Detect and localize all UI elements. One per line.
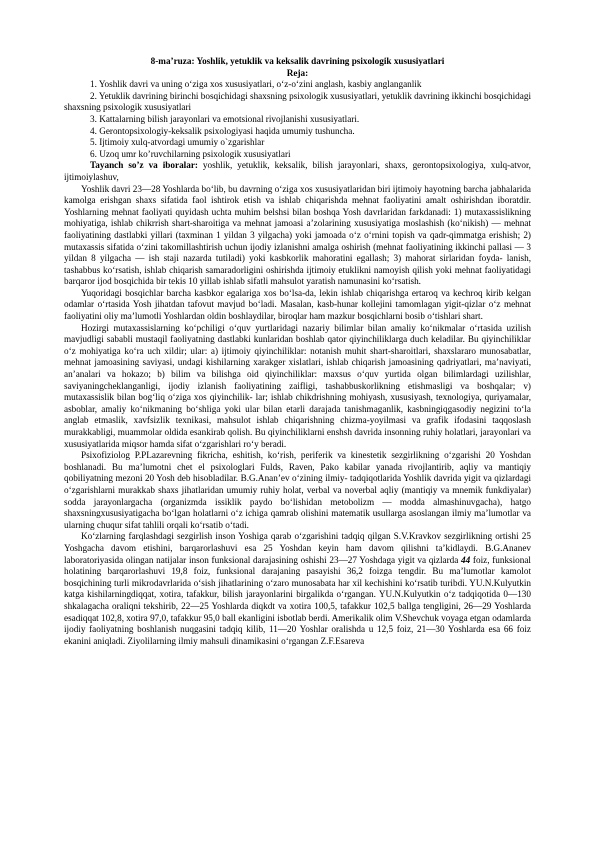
plan-item: 5. Ijtimoiy xulq-atvordagi umumiy o`zgarishlar <box>90 137 265 148</box>
body-paragraph <box>64 531 531 647</box>
keywords-paragraph <box>64 160 531 183</box>
plan-heading: Reja: <box>286 67 309 78</box>
body-paragraph: Yuqoridagi bosqichlar barcha kasbkor egalariga xos bo‘lsa-da, lekin ishlab chiqarishga ertaroq va kechroq kirib kelgan odamlar o‘rtasida Yosh jihatdan tafovut mavjud bo‘ladi. Masalan, kasb-hunar kollejini tamomlagan yigit-qizlar o‘z mehnat faoliyatini oliy ma’lumotli Yoshlardan oldin boshlaydilar, biroqlar ham mazkur bosqichlarni bosib o‘tishlari shart. <box>64 287 531 322</box>
keywords-text: yoshlik, yetuklik, keksalik, bilish jarayonlari, shaxs, gerontopsixologiya, xulq-atvor, ijtimoiylashuv, <box>64 160 531 182</box>
keywords-label: Tayanch so’z va iboralar: <box>90 160 198 171</box>
body-paragraph: Yoshlik davri 23—28 Yoshlarda bo‘lib, bu davrning o‘ziga xos xususiyatlaridan biri ijtimoiy hayotning barcha jabhalarida kamolga erishgan shaxs sifatida faol ishtirok etish va ishlab chiqarishda mehnat faoliyatini amalt oshirishdan iboratdir. Yoshlarning mehnat faoliyati quyidash uchta muhim belshsi bilan boshqa Yosh davrlaridan farkdanadi: 1) mutaxassislikning mohiyatiga, ishlab chikrrish shart-sharoitiga va mehnat jamoasi a’zolarining xususiyatiga moslashish (ko‘nikish) — mehnat faoliyatining dastlabki yillari (taxminan 1 yildan 3 yilgacha) yoki jamoada o‘z o‘rnini topish va qadr-qimmatga erishish; 2) mutaxassis sifatida o‘zini takomillashtirish uchun ijodiy izlanishni amalga oshirish (mehnat faoliyatining ikkinchi pallasi — 3 yildan 8 yilgacha — ish staji nazarda tutiladi) yoki kasbkorlik mahoratini egallash; 3) mahorat sirlaridan foyda- lanish, tashabbus ko‘rsatish, ishlab chiqarish samaradorligini oshirishda ijtimoiy etuklikni namoyish qilish yoki mehnat faoliyatidagi barqaror ijod bosqichida bir tekis 10 yillab ishlab sifatli mahsulot yaratish namunasini ko‘rsatish. <box>64 183 531 287</box>
lecture-title: 8-ma’ruza: Yoshlik, yetuklik va keksalik davrining psixologik xususiyatlari <box>150 56 445 66</box>
plan-item: 3. Kattalarning bilish jarayonlari va emotsional rivojlanishi xususiyatlari. <box>90 113 360 124</box>
body-paragraph: Hozirgi mutaxassislarning ko‘pchiligi o‘quv yurtlaridagi nazariy bilimlar bilan amaliy ko‘nikmalar o‘rtasida uzilish mavjudligi sababli mustaqil faoliyatning dastlabki kunlaridan boshlab qator qiyinchiliklarga duch keladilar. Bu qiyinchiliklar o‘z mohiyatiga ko‘ra uch xildir; ular: a) ijtimoiy qiyinchiliklar: notanish muhit shart-sharoitlari, shaxslararo munosabatlar, mehnat jamoasining saviyasi, undagi kishilarning xarakger xislatlari, ishlab chiqarish jamoasining qadriyatlari, ma’naviyati, an’analari va hokazo; b) bilim va bilishga oid qiyinchiliklar: maxsus o‘quv yurtida olgan bilimlardagi uzilishlar, saviyaningcheklanganligi, ijodiy izlanish faoliyatining zaifligi, tashabbuskorlikning etishmasligi va boshqalar; v) mutaxassislik bilan bog‘liq o‘ziga xos qiyinchilik- lar; ishlab chikdrishning mohiyash, xususiyash, texnologiya, quriyamalar, asboblar, amaliy ko‘nikmaning bo‘shliga yoki ular bilan etarli darajada tanishmaganlik, kasbningiqgasodiy negizini to‘la anglab etmaslik, xavfsizlik texnikasi, mahsulot ishlab chiqarishning chizma-yoyilmasi va grafik ifodasini taqqoslash murakkabligi, muammolar oldida esankirab qolish. Bu qiyinchiliklarni enshsh davrida insonning ruhiy holatlari, jarayonlari va xususiyatlarida miqsor hamda sifat o‘zgarishlari ro‘y beradi. <box>64 322 531 449</box>
plan-item: 2. Yetuklik davrining birinchi bosqichidagi shaxsning psixologik xususiyatlari, yetuklik davrining ikkinchi bosqichidagi shaxsning psixologik xususiyatlari <box>64 90 531 113</box>
body-paragraph: Psixofiziolog P.PLazarevning fikricha, eshitish, ko‘rish, periferik va kinestetik sezgirlikning o‘zgarishi 20 Yoshdan boshlanadi. Bu ma’lumotni chet el psixologlari Fulds, Raven, Pako kabilar yanada rivojlantirib, aqliy va mantiqiy qobiliyatning mezoni 20 Yosh deb hisobladilar. B.G.Anan’ev o‘zining ilmiy- tadqiqotlarida Yoshlik davrida yigit va qizlardagi o‘zgarishlarni murakkab shaxs jihatlaridan umumiy ruhiy holat, verbal va noverbal aqliy (mantiqiy va mnemik funkdiyalar) sodda jarayonlargacha (organizmda issiklik paydo bo‘lishidan metobolizm — modda almashinuvgacha), hatgo shaxsningxususiyatigacha bo‘lgan holatlarni o‘z ichiga qamrab olishini matematik usullarga asoslangan ilmiy ma’lumotlar va ularning chuqur sifat tahlili orqali ko‘rsatib o‘tadi. <box>64 450 531 530</box>
plan-item: 6. Uzoq umr ko’ruvchilarning psixologik xususiyatlari <box>90 148 291 159</box>
document-page <box>64 56 531 647</box>
paragraph-text: foiz, funksional holatining barqarorlashuvi 19,8 foiz, funksional darajaning pasayishi 36,2 foizga tengdir. Bu ma’lumotlar kamolot bosqichining turli mikrodavrlarida o‘sish jihatlarining o‘zaro munosabata har xil kechishini ko‘rsatib turibdi. YU.N.Kulyutkin katga kishilarningdiqqat, xotira, tafakkur, bilish jarayonlarini birgalikda o‘rgangan. YU.N.Kulyutkin o‘z tadqiqotida 0—130 shkalagacha oraliqni tekshirib, 22—25 Yoshlarda diqkdt va xotira 100,5, tafakkur 102,5 ballga tengligini, 26—29 Yoshlarda esadiqqat 102,8, xotira 97,0, tafakkur 95,0 ball ekanligini isbotlab berdi. Amerikalik olim V.Shevchuk voyaga etgan odamlarda ijodiy faoliyatning boshlanish nuqgasini tadqiq kilib, 11—20 Yoshlar oralishda u 12,5 foiz, 21—30 Yoshlarda esa 66 foiz ekanini aniqladi. Ziyolilarning ilmiy mahsuli dinamikasini o‘rgangan Z.F.Esareva <box>64 554 531 646</box>
highlighted-value: 44 <box>461 554 471 565</box>
paragraph-text: Ko‘zlarning farqlashdagi sezgirlish inson Yoshiga qarab o‘zgarishini tadqiq qilgan S.V.Kravkov sezgirlikning ortishi 25 Yoshgacha davom etishini, barqarorlashuvi esa 25 Yoshdan keyin ham davom qilishni ta’kidlaydi. B.G.Ananev laboratoriyasida olingan natijalar inson funksional darajasining oshishi 23—27 Yoshdaga yigit va qizlarda <box>64 531 531 565</box>
plan-item: 1. Yoshlik davri va uning o‘ziga xos xususiyatlari, o‘z-o‘zini anglash, kasbiy anglanganlik <box>90 79 422 90</box>
plan-item: 4. Gerontopsixologiy-keksalik psixologiyasi haqida umumiy tushuncha. <box>90 125 355 136</box>
